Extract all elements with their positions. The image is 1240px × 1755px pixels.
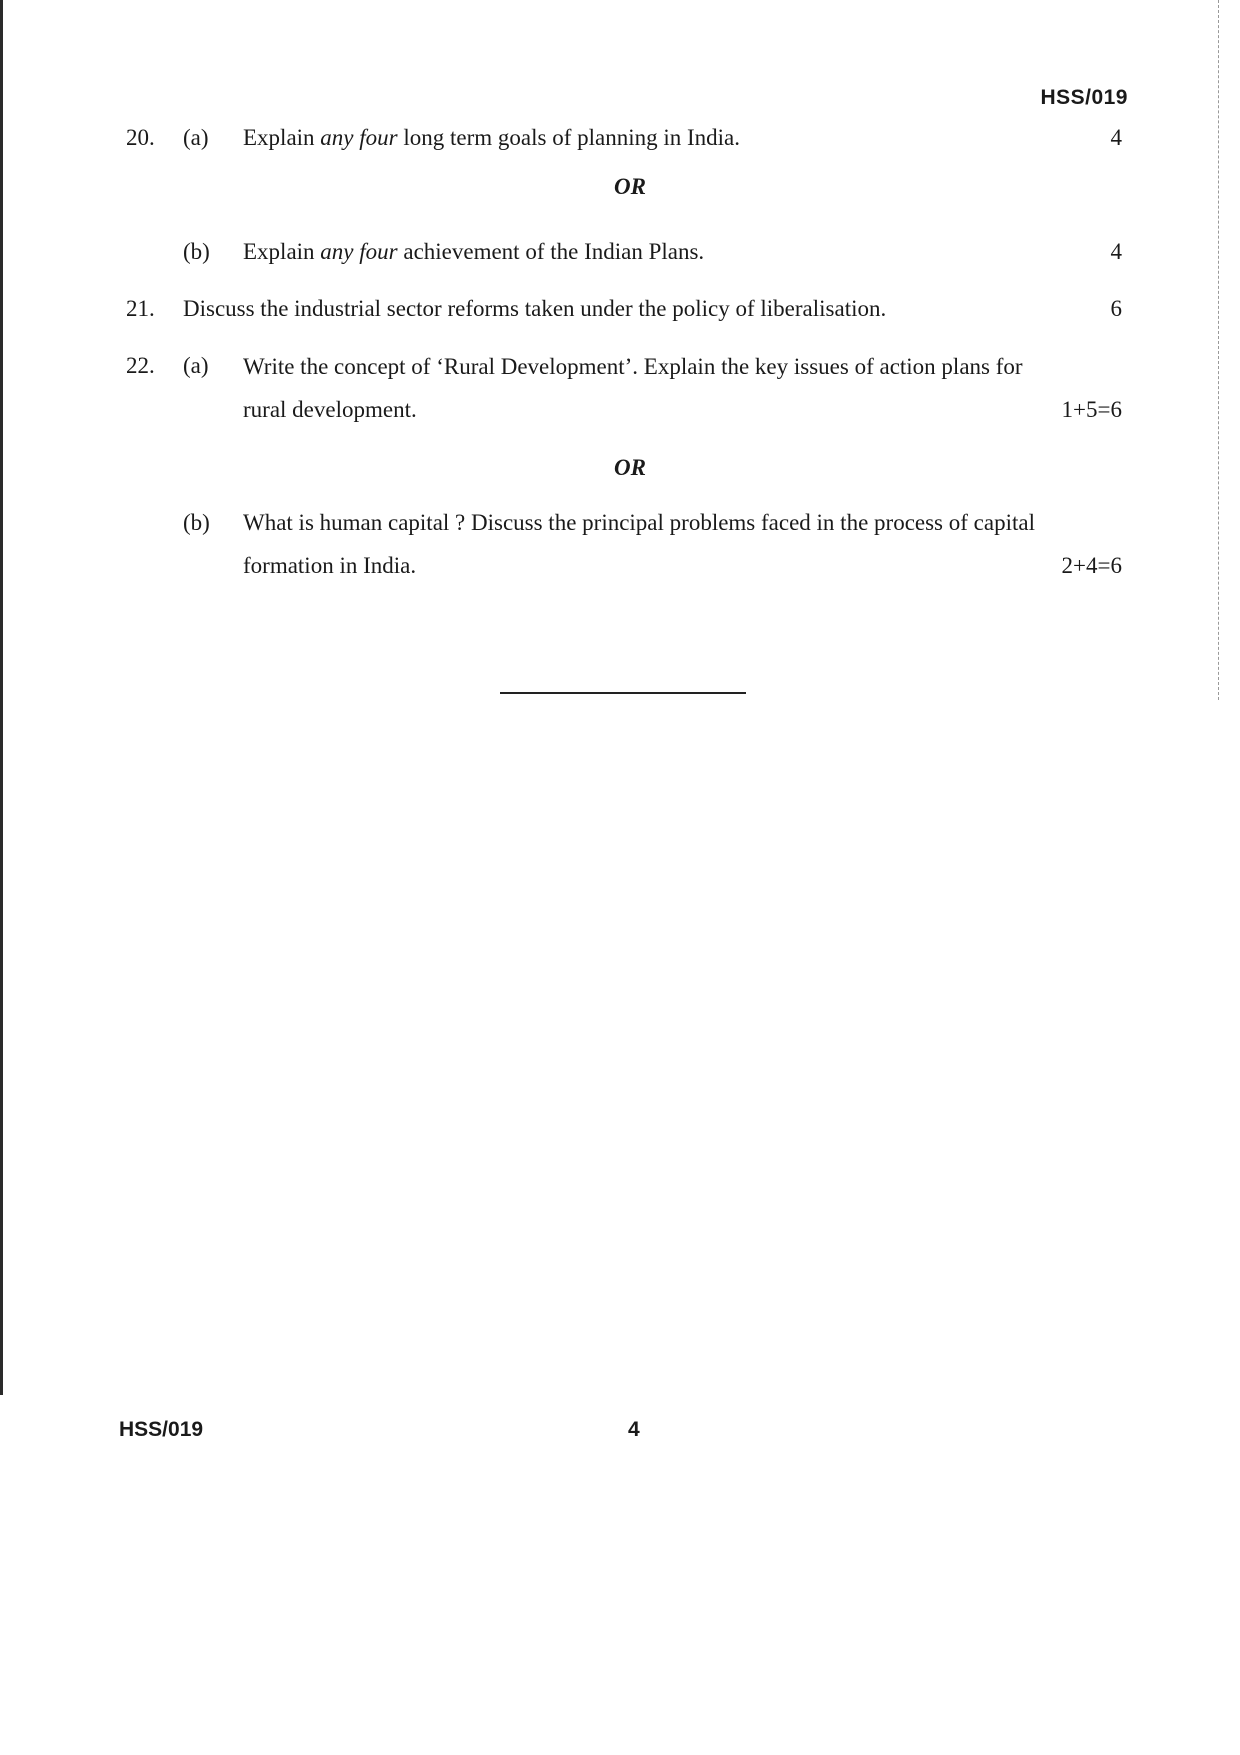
part-label: (a) [183,125,209,150]
or-separator: OR [614,174,646,199]
question-text-line-2: rural development. [243,397,417,422]
question-text-line-1: Write the concept of ‘Rural Development’. Explain the key issues of action plans for [243,354,1023,379]
marks: 4 [1110,239,1122,264]
end-rule [500,692,746,694]
question-text: Discuss the industrial sector reforms taken under the policy of liberalisation. [183,296,887,321]
question-number: 21. [126,296,155,321]
question-text: Explain any four long term goals of planning in India. [243,125,740,150]
emphasis: any four [320,125,398,150]
marks: 4 [1110,125,1122,150]
question-number: 22. [126,353,155,378]
page-number: 4 [628,1418,640,1441]
question-text-line-1: What is human capital ? Discuss the principal problems faced in the process of capital [243,510,1035,535]
or-separator: OR [614,455,646,480]
marks: 2+4=6 [1061,553,1122,578]
question-text: Explain any four achievement of the Indian Plans. [243,239,705,264]
marks: 6 [1110,296,1122,321]
emphasis: any four [320,239,398,264]
question-text-line-2: formation in India. [243,553,417,578]
paper-code-header: HSS/019 [1040,86,1128,109]
part-label: (b) [183,510,210,535]
page-edge-right [1218,0,1220,700]
paper-code-footer: HSS/019 [119,1418,204,1441]
question-number: 20. [126,125,155,150]
marks: 1+5=6 [1061,397,1122,422]
page-edge [0,0,3,1395]
part-label: (b) [183,239,210,264]
part-label: (a) [183,353,209,378]
